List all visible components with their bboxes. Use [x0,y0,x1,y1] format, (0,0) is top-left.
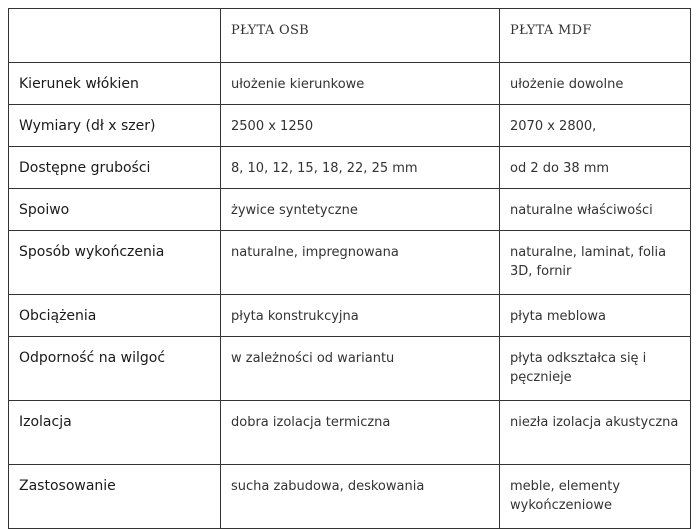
row-label: Spoiwo [9,189,221,231]
row-label: Dostępne grubości [9,147,221,189]
osb-cell: ułożenie kierunkowe [221,63,500,105]
osb-cell: 2500 x 1250 [221,105,500,147]
mdf-cell: naturalne, laminat, folia 3D, fornir [500,231,691,295]
row-label: Odporność na wilgoć [9,337,221,401]
mdf-cell: płyta meblowa [500,295,691,337]
osb-cell: płyta konstrukcyjna [221,295,500,337]
table-row [9,147,691,189]
table-row [9,189,691,231]
row-label: Obciążenia [9,295,221,337]
header-cell-osb: PŁYTA OSB [221,9,500,63]
header-cell-empty [9,9,221,63]
table-row [9,337,691,401]
mdf-cell: meble, elementy wykończeniowe [500,465,691,529]
table-row [9,231,691,295]
table-row [9,105,691,147]
header-cell-mdf: PŁYTA MDF [500,9,691,63]
row-label: Izolacja [9,401,221,465]
mdf-cell: naturalne właściwości [500,189,691,231]
mdf-cell: płyta odkształca się i pęcznieje [500,337,691,401]
mdf-cell: ułożenie dowolne [500,63,691,105]
osb-cell: naturalne, impregnowana [221,231,500,295]
osb-cell: żywice syntetyczne [221,189,500,231]
table-row [9,401,691,465]
comparison-table [8,8,691,529]
row-label: Wymiary (dł x szer) [9,105,221,147]
osb-cell: sucha zabudowa, deskowania [221,465,500,529]
table-row [9,465,691,529]
table-row [9,295,691,337]
row-label: Kierunek włókien [9,63,221,105]
row-label: Sposób wykończenia [9,231,221,295]
mdf-cell: 2070 x 2800, [500,105,691,147]
table-row [9,63,691,105]
mdf-cell: niezła izolacja akustyczna [500,401,691,465]
osb-cell: w zależności od wariantu [221,337,500,401]
osb-cell: dobra izolacja termiczna [221,401,500,465]
table-header-row [9,9,691,63]
row-label: Zastosowanie [9,465,221,529]
osb-cell: 8, 10, 12, 15, 18, 22, 25 mm [221,147,500,189]
mdf-cell: od 2 do 38 mm [500,147,691,189]
